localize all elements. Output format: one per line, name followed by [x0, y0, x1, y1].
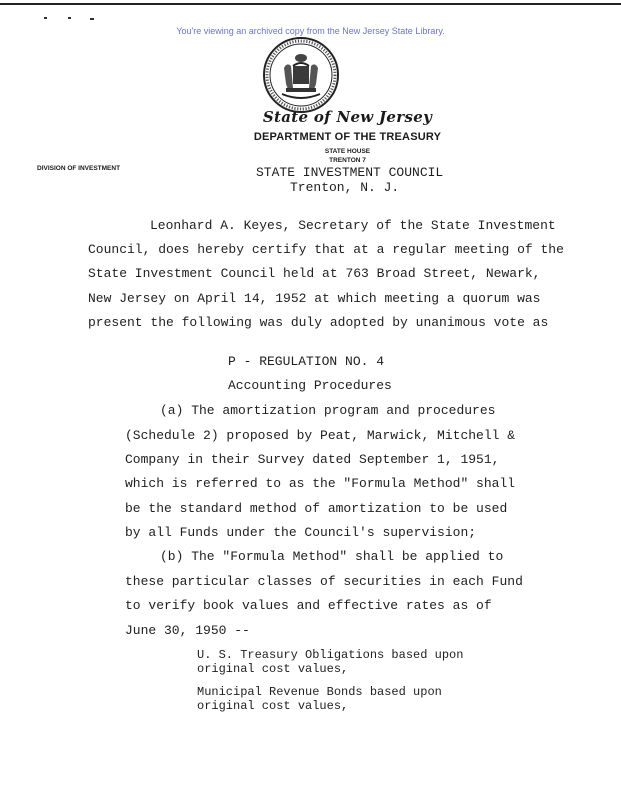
page-top-edge [0, 3, 621, 5]
sub-item-line: original cost values, [197, 699, 349, 713]
item-a-line: (a) The amortization program and procedures [160, 403, 496, 418]
archive-notice[interactable]: You're viewing an archived copy from the New Jersey State Library. [176, 26, 445, 36]
sub-item-line: original cost values, [197, 662, 349, 676]
council-name: STATE INVESTMENT COUNCIL [256, 165, 444, 180]
state-seal-icon [262, 36, 340, 114]
sub-item-line: Municipal Revenue Bonds based upon [197, 685, 442, 699]
item-a-line: (Schedule 2) proposed by Peat, Marwick, Mitchell & [125, 428, 516, 443]
regulation-title: P - REGULATION NO. 4 [228, 354, 385, 369]
state-title: State of New Jersey [262, 108, 433, 126]
regulation-subtitle: Accounting Procedures [228, 378, 392, 393]
intro-line: New Jersey on April 14, 1952 at which meeting a quorum was [88, 291, 541, 306]
state-house-label: STATE HOUSE [324, 148, 371, 155]
item-a-line: be the standard method of amortization to be used [125, 501, 508, 516]
item-b-line: these particular classes of securities in each Fund [125, 574, 523, 589]
council-city: Trenton, N. J. [290, 180, 400, 195]
scan-mark [68, 17, 71, 19]
sub-item-line: U. S. Treasury Obligations based upon [197, 648, 464, 662]
item-b-line: to verify book values and effective rates as of [125, 598, 492, 613]
city-label: TRENTON 7 [329, 157, 366, 164]
item-b-line: June 30, 1950 -- [125, 623, 250, 638]
scan-mark [90, 18, 94, 20]
intro-line: Leonhard A. Keyes, Secretary of the State Investment [150, 218, 556, 233]
intro-line: Council, does hereby certify that at a regular meeting of the [88, 242, 564, 257]
item-a-line: which is referred to as the "Formula Method" shall [125, 476, 516, 491]
item-a-line: by all Funds under the Council's supervision; [125, 525, 477, 540]
intro-line: present the following was duly adopted by unanimous vote as [88, 315, 549, 330]
item-b-line: (b) The "Formula Method" shall be applied to [160, 549, 504, 564]
division-label: DIVISION OF INVESTMENT [37, 165, 121, 172]
item-a-line: Company in their Survey dated September 1, 1951, [125, 452, 500, 467]
department-name: DEPARTMENT OF THE TREASURY [253, 131, 442, 143]
scan-mark [44, 17, 47, 19]
intro-line: State Investment Council held at 763 Broad Street, Newark, [88, 266, 541, 281]
